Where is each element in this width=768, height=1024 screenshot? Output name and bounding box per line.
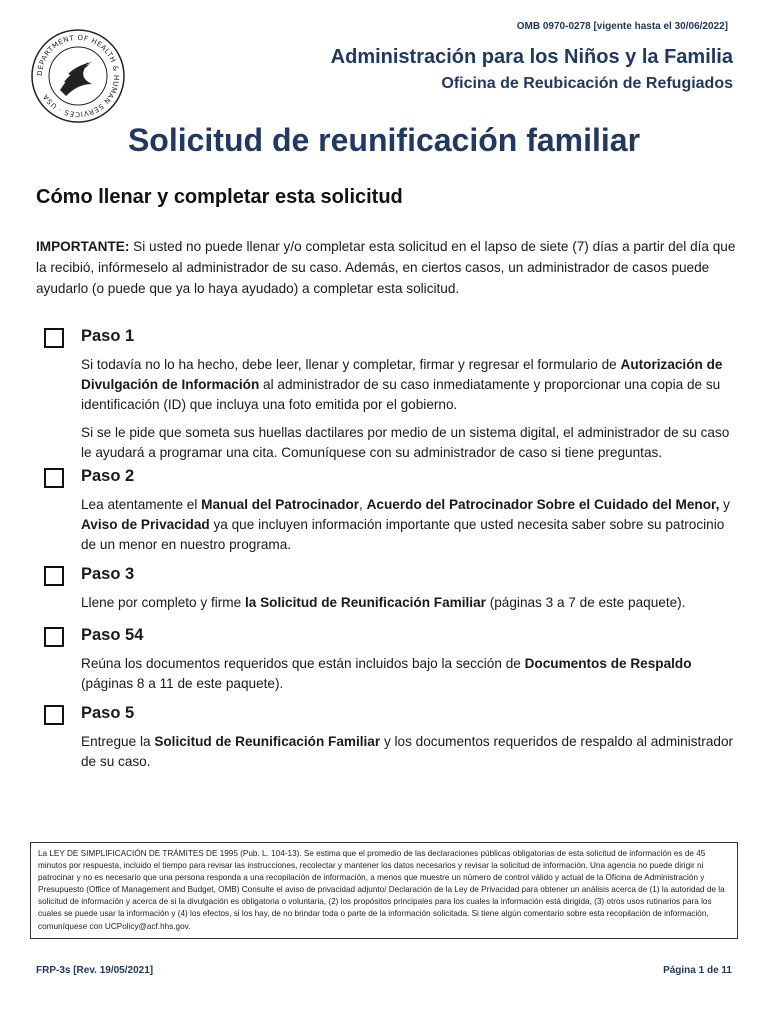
step-2-bold: Manual del Patrocinador [201, 497, 360, 512]
step-4-bold: Documentos de Respaldo [524, 656, 692, 671]
step-4-paragraph [81, 654, 741, 694]
step-2-text: ya que incluyen información importante que usted necesita saber sobre su patrocinio de un menor en nuestro programa. [81, 517, 725, 552]
step-3-bold: la Solicitud de Reunificación Familiar [244, 595, 486, 610]
step-2-bold: Acuerdo del Patrocinador Sobre el Cuidado del Menor, [366, 497, 720, 512]
step-1-paragraph-2: Si se le pide que someta sus huellas dactilares por medio de un sistema digital, el administrador de su caso le ayudará a programar una cita. Comuníquese con su administrador de caso si tiene preguntas. [81, 425, 730, 460]
step-1-bold: Autorización de Divulgación de Información [81, 357, 723, 392]
step-3-text: (páginas 3 a 7 de este paquete). [485, 595, 686, 610]
step-5-bold: Solicitud de Reunificación Familiar [154, 734, 381, 749]
step-5-body [81, 732, 741, 780]
step-3-text: Llene por completo y firme [81, 595, 245, 610]
step-4-body [81, 654, 741, 702]
step-2-text: Lea atentamente el [81, 497, 202, 512]
step-3-title: Paso 3 [81, 565, 135, 583]
step-4-title: Paso 54 [81, 626, 144, 644]
step-3-checkbox[interactable] [44, 566, 64, 586]
important-notice [36, 236, 736, 299]
page-title: Solicitud de reunificación familiar [127, 122, 641, 158]
seal-text: DEPARTMENT OF HEALTH & HUMAN SERVICES · USA [35, 33, 121, 119]
step-1-checkbox[interactable] [44, 328, 64, 348]
step-3-body [81, 593, 741, 621]
step-2-checkbox[interactable] [44, 468, 64, 488]
important-text: Si usted no puede llenar y/o completar esta solicitud en el lapso de siete (7) días a partir del día que la recibió, infórmeselo al administrador de su caso. Además, en ciertos casos, un administrador de casos puede ayudarlo (o puede que ya lo haya ayudado) a completar esta solicitud. [36, 239, 736, 296]
agency-name: Administración para los Niños y la Familia [330, 46, 733, 68]
important-label: IMPORTANTE: [36, 239, 130, 254]
section-heading: Cómo llenar y completar esta solicitud [36, 186, 403, 208]
step-4-text: (páginas 8 a 11 de este paquete). [81, 676, 284, 691]
paperwork-reduction-notice: La LEY DE SIMPLIFICACIÓN DE TRÁMITES DE 1995 (Pub. L. 104-13). Se estima que el promedio de las declaraciones públicas obligatorias de esta solicitud de información es de 45 minutos por respuesta, incluido el tiempo para revisar las instrucciones, recolectar y mantener los datos necesarios y revisar la solicitud de información. Una agencia no puede dirigir ni patrocinar y no es necesario que una persona responda a una recopilación de información, a menos que muestre un número de control válido y actual de la Oficina de Administración y Presupuesto (Office of Management and Budget, OMB) Consulte el aviso de privacidad adjunto/ Declaración de la Ley de Privacidad para obtener un análisis acerca de (1) la autoridad de la solicitud de información y acerca de si la divulgación es obligatoria o voluntaria, (2) los propósitos principales para los cuales la información está dirigida, (3) otros usos rutinarios para los cuales se puede usar la información y (4) los efectos, si los hay, de no brindar toda o parte de la información solicitada. Si tiene algún comentario sobre esta recopilación de información, comuníquese con UCPolicy@acf.hhs.gov. [30, 842, 738, 939]
step-2-paragraph [81, 495, 741, 555]
step-2-body [81, 495, 741, 563]
step-1-title: Paso 1 [81, 327, 135, 345]
step-1-text: Si todavía no lo ha hecho, debe leer, llenar y completar, firmar y regresar el formulario de [81, 357, 621, 372]
step-4-text: Reúna los documentos requeridos que están incluidos bajo la sección de [81, 656, 525, 671]
page-number: Página 1 de 11 [663, 965, 732, 976]
step-4-checkbox[interactable] [44, 627, 64, 647]
step-1-text: al administrador de su caso inmediatamente y proporcionar una copia de su identificación (ID) que incluya una foto emitida por el gobierno. [81, 377, 721, 412]
office-name: Oficina de Reubicación de Refugiados [441, 75, 733, 92]
step-5-paragraph [81, 732, 741, 772]
omb-number: OMB 0970-0278 [vigente hasta el 30/06/2022] [516, 21, 728, 32]
hhs-seal-icon [30, 28, 126, 124]
step-2-title: Paso 2 [81, 467, 135, 485]
step-5-text: y los documentos requeridos de respaldo al administrador de su caso. [81, 734, 734, 769]
step-2-text: , [359, 497, 367, 512]
step-1-paragraph-1 [81, 355, 741, 415]
step-5-title: Paso 5 [81, 704, 135, 722]
step-1-body [81, 355, 741, 471]
step-2-bold: Aviso de Privacidad [81, 517, 210, 532]
step-2-text: y [719, 497, 730, 512]
step-3-paragraph [81, 593, 741, 613]
step-5-text: Entregue la [81, 734, 155, 749]
step-5-checkbox[interactable] [44, 705, 64, 725]
form-revision: FRP-3s [Rev. 19/05/2021] [36, 965, 154, 976]
